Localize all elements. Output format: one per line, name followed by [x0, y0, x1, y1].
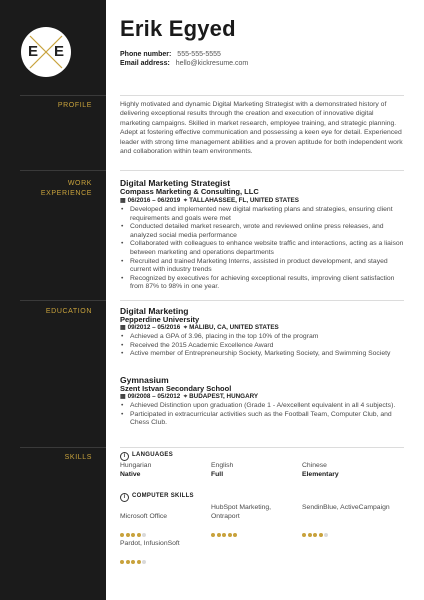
- rating-dot-filled: [222, 533, 226, 537]
- language-item: [211, 461, 233, 479]
- email-value[interactable]: hello@kickresume.com: [175, 60, 249, 67]
- rating-dot-filled: [228, 533, 232, 537]
- rating-dot-filled: [313, 533, 317, 537]
- education-bullets: [120, 402, 404, 428]
- rating-dot-filled: [308, 533, 312, 537]
- section-title-skills: SKILLS: [64, 454, 92, 461]
- rating-dot-empty: [324, 533, 328, 537]
- list-item: • Participated in extracurricular activities such as the Football Team, Computer Club, and Chess Club.: [120, 411, 404, 428]
- language-level: Native: [120, 471, 141, 478]
- info-circle-icon: i: [120, 452, 129, 461]
- list-item: • Collaborated with colleagues to enhance website traffic and interactions, acting as a liaison between marketing and operations departments: [120, 240, 404, 257]
- education-dates: 09/2008 – 05/2012: [127, 393, 181, 400]
- computer-skill-name: HubSpot Marketing, Ontraport: [211, 504, 272, 520]
- phone-value: 555-555-5555: [177, 51, 221, 58]
- education-meta: [120, 324, 279, 332]
- job-title: Digital Marketing Strategist: [120, 178, 231, 188]
- computer-skill-name: Microsoft Office: [120, 513, 168, 520]
- section-title-profile: PROFILE: [57, 102, 92, 109]
- job-bullets: [120, 206, 404, 292]
- list-item: • Active member of Entrepreneurship Society, Marketing Society, and Swimming Society: [120, 350, 404, 359]
- location-pin-icon: ⌖: [183, 325, 188, 331]
- rating-dot-filled: [131, 560, 135, 564]
- language-name: English: [211, 462, 234, 469]
- sidebar-divider: [20, 95, 106, 96]
- contact-email: [120, 60, 248, 67]
- education-location: MALIBU, CA, UNITED STATES: [189, 324, 279, 331]
- computer-skill-name: SendinBlue, ActiveCampaign: [302, 504, 390, 511]
- education-school: Pepperdine University: [120, 315, 200, 324]
- education-dates: 09/2012 – 05/2016: [127, 324, 181, 331]
- info-circle-icon: i: [120, 493, 129, 502]
- education-school: Szent Istvan Secondary School: [120, 384, 232, 393]
- section-title-work-line2: EXPERIENCE: [40, 190, 92, 197]
- languages-label: LANGUAGES: [132, 452, 174, 458]
- education-bullets: [120, 333, 404, 359]
- location-pin-icon: ⌖: [183, 198, 188, 204]
- language-item: [120, 461, 151, 479]
- rating-dot-filled: [137, 560, 141, 564]
- rating-dot-filled: [211, 533, 215, 537]
- profile-summary: Highly motivated and dynamic Digital Marketing Strategist with a demonstrated history of delivering exceptional results through the creation and execution of innovative digital marketing campaigns. Skilled in market research, employee training, and strategic planning. Adept at fostering effective communication and possessing a keen eye for detail. Experienced leader with strong time management abilities and a proven aptitude for both independent work and collaboration within team environments.: [120, 101, 403, 156]
- job-company: Compass Marketing & Consulting, LLC: [120, 187, 259, 196]
- language-level: Elementary: [302, 471, 339, 478]
- rating-dot-filled: [120, 560, 124, 564]
- education-title: Digital Marketing: [120, 306, 189, 316]
- sidebar: [0, 0, 106, 600]
- computer-skills-heading: [120, 493, 194, 502]
- main-divider: [120, 447, 404, 448]
- job-meta: [120, 197, 299, 205]
- list-item: • Conducted detailed market research, wrote and reviewed online press releases, and analyzed social media performance: [120, 223, 404, 240]
- rating-dot-filled: [126, 560, 130, 564]
- calendar-icon: ▦: [120, 394, 126, 400]
- languages-heading: [120, 452, 173, 461]
- rating-dot-empty: [142, 533, 146, 537]
- sidebar-divider: [20, 170, 106, 171]
- main-divider: [120, 170, 404, 171]
- phone-label: Phone number:: [120, 51, 172, 58]
- rating-dot-filled: [120, 533, 124, 537]
- education-title: Gymnasium: [120, 375, 169, 385]
- sidebar-divider: [20, 300, 106, 301]
- language-name: Chinese: [302, 462, 327, 469]
- education-meta: [120, 393, 258, 401]
- list-item: • Received the 2015 Academic Excellence Award: [120, 342, 404, 351]
- calendar-icon: ▦: [120, 325, 126, 331]
- monogram-logo: [21, 27, 71, 77]
- section-title-work: [0, 179, 92, 199]
- skill-rating: [120, 551, 148, 569]
- list-item: • Developed and implemented new digital marketing plans and strategies, ensuring client requirements and goals were met: [120, 206, 404, 223]
- skill-rating: [302, 524, 330, 542]
- job-location: TALLAHASSEE, FL, UNITED STATES: [189, 197, 299, 204]
- list-item: • Recruited and trained Marketing Interns, assisted in product development, and stayed current with industry trends: [120, 258, 404, 275]
- rating-dot-empty: [142, 560, 146, 564]
- calendar-icon: ▦: [120, 198, 126, 204]
- computer-skills-label: COMPUTER SKILLS: [132, 493, 194, 499]
- rating-dot-filled: [217, 533, 221, 537]
- section-title-education: EDUCATION: [45, 308, 92, 315]
- job-dates: 06/2016 – 06/2019: [127, 197, 181, 204]
- skill-rating: [211, 524, 239, 542]
- monogram-first-initial: E: [28, 43, 39, 60]
- rating-dot-filled: [131, 533, 135, 537]
- list-item: • Achieved Distinction upon graduation (Grade 1 - A/excellent equivalent in all 4 subjects).: [120, 402, 404, 411]
- rating-dot-filled: [319, 533, 323, 537]
- email-label: Email address:: [120, 60, 170, 67]
- main-divider: [120, 300, 404, 301]
- rating-dot-filled: [137, 533, 141, 537]
- language-name: Hungarian: [120, 462, 152, 469]
- main-divider: [120, 95, 404, 96]
- location-pin-icon: ⌖: [183, 394, 188, 400]
- language-level: Full: [211, 471, 224, 478]
- computer-skill-name: Pardot, InfusionSoft: [120, 540, 180, 547]
- candidate-name: Erik Egyed: [120, 16, 236, 41]
- list-item: • Achieved a GPA of 3.96, placing in the top 10% of the program: [120, 333, 404, 342]
- rating-dot-filled: [233, 533, 237, 537]
- section-title-work-line1: WORK: [67, 180, 92, 187]
- rating-dot-filled: [302, 533, 306, 537]
- monogram-last-initial: E: [54, 43, 65, 60]
- education-location: BUDAPEST, HUNGARY: [189, 393, 259, 400]
- language-item: [302, 461, 339, 479]
- contact-phone: [120, 51, 221, 58]
- list-item: • Recognized by executives for achieving exceptional results, improving client satisfaction from 87% to 98% in one year.: [120, 275, 404, 292]
- sidebar-divider: [20, 447, 106, 448]
- rating-dot-filled: [126, 533, 130, 537]
